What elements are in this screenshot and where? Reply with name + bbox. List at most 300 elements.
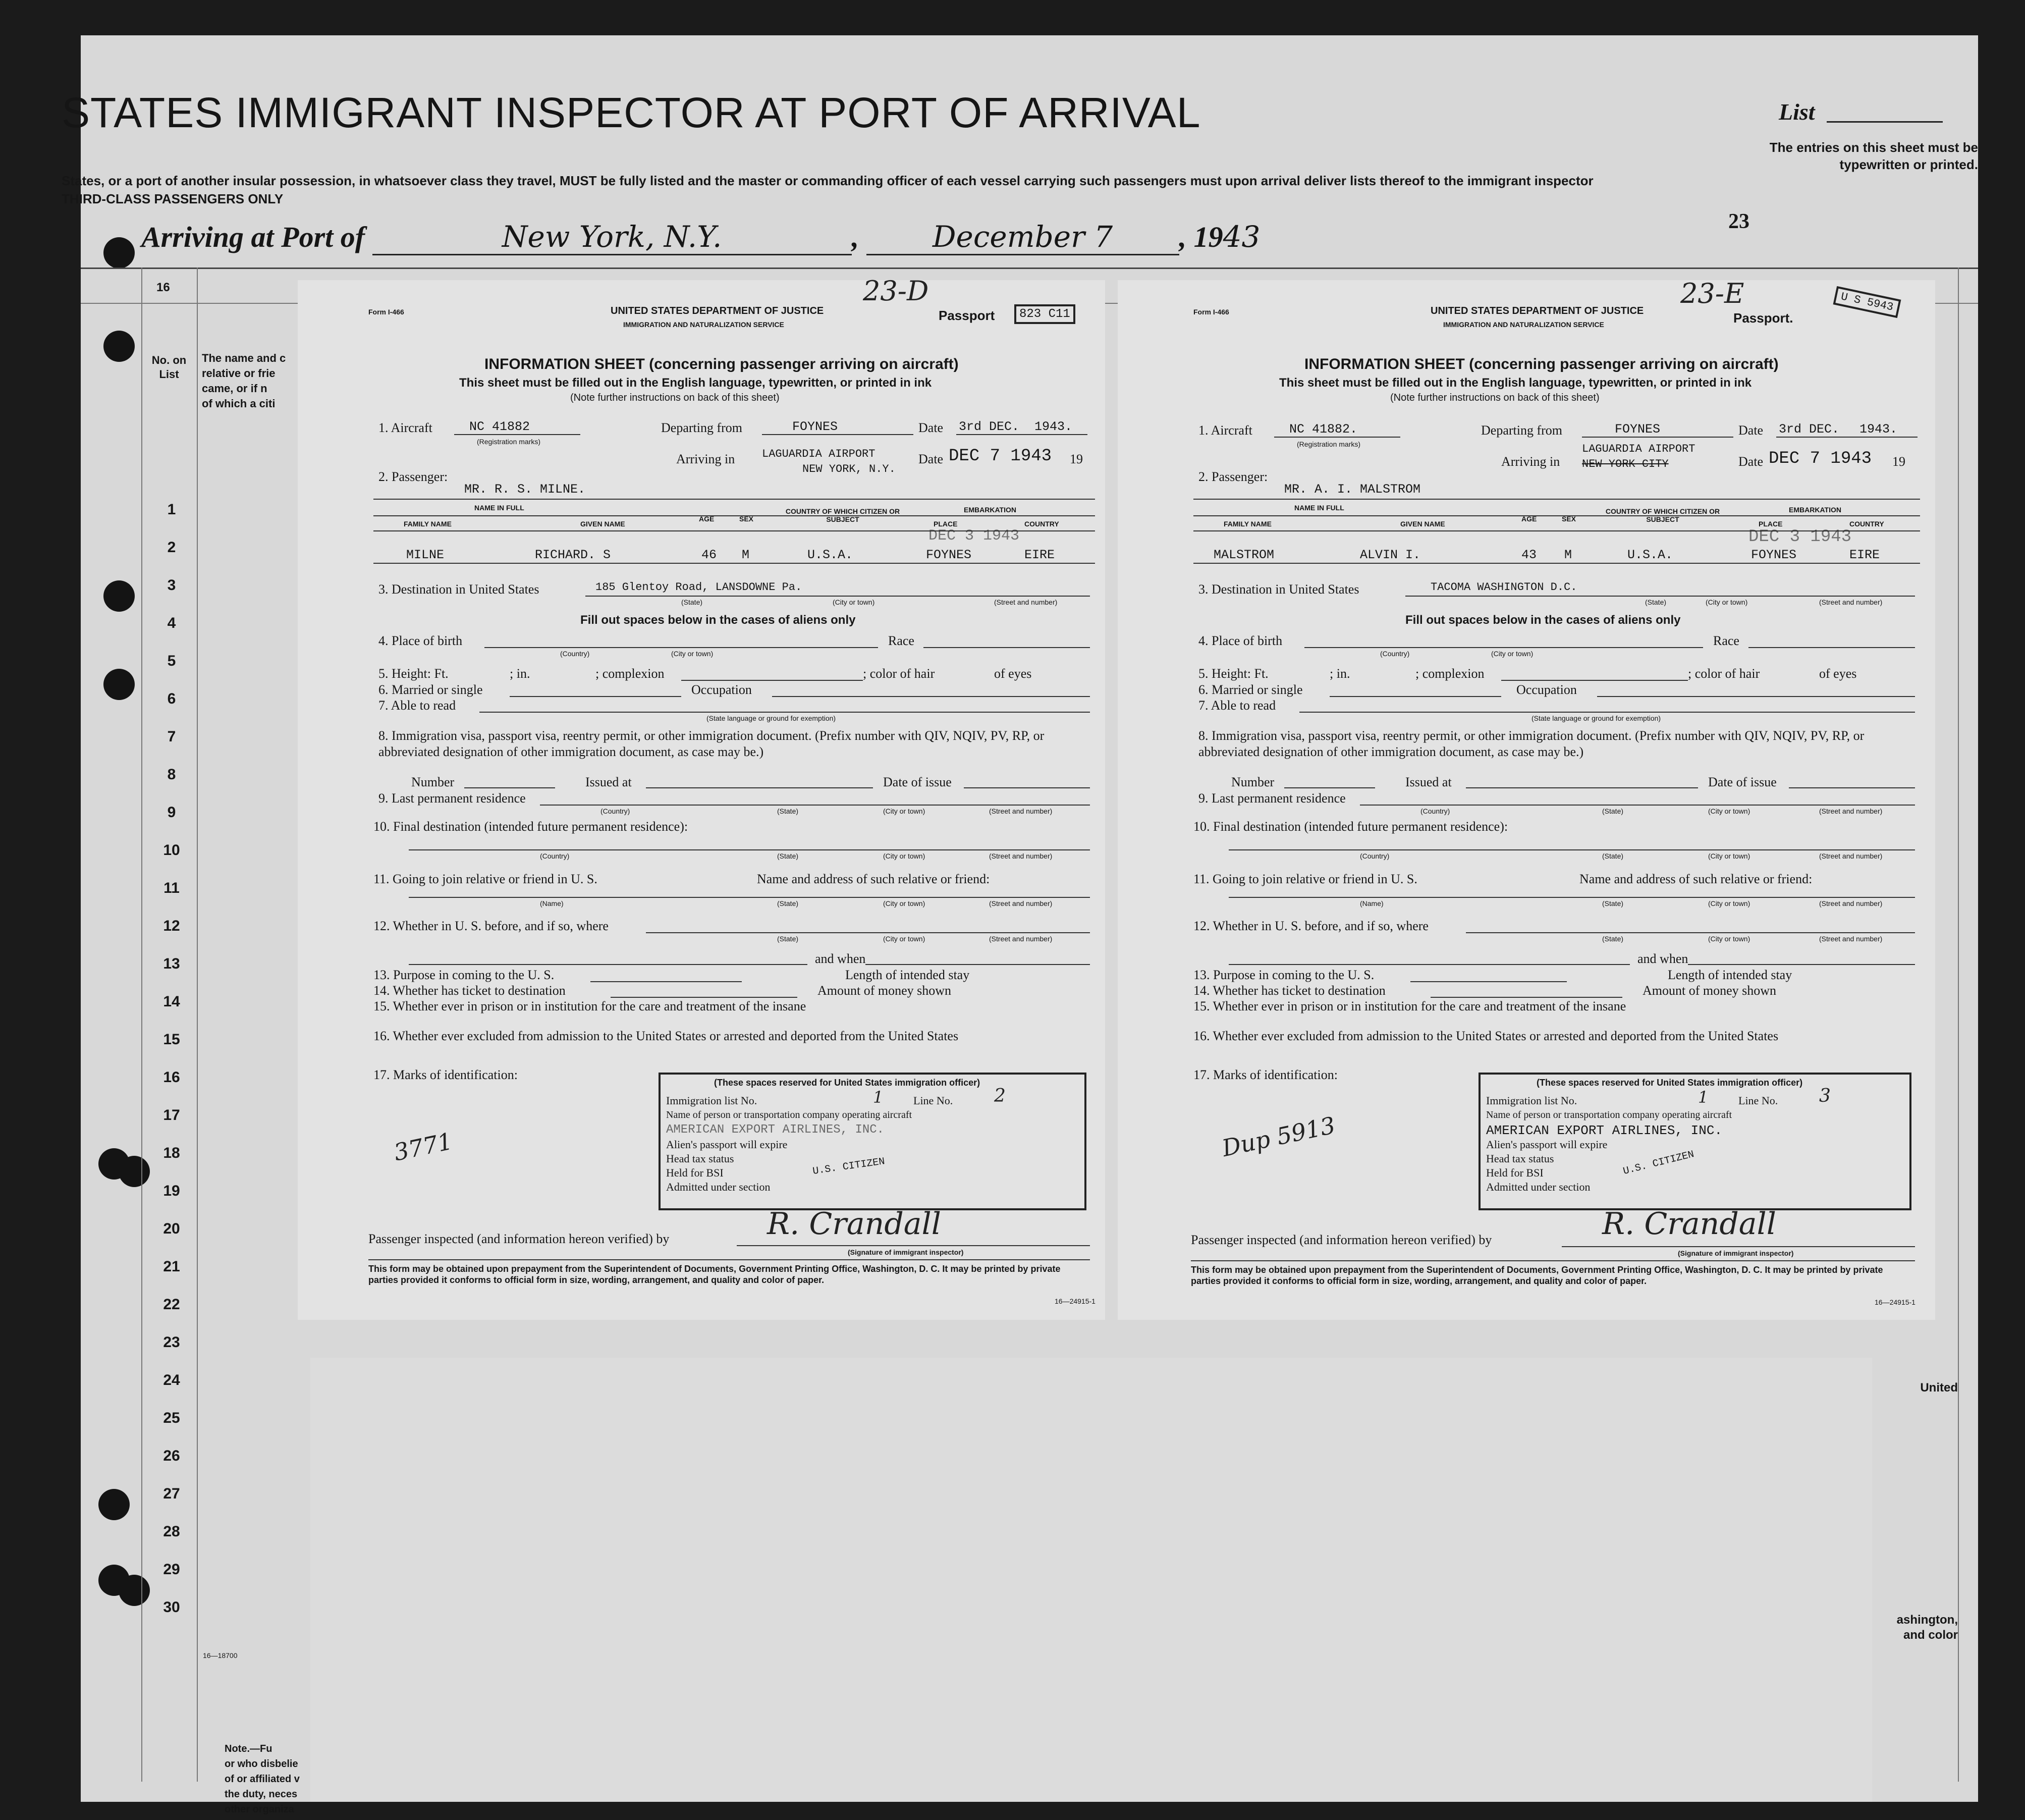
arriving-at-port: Arriving at Port of New York, N.Y. , December 7 , 1943 (141, 220, 1260, 255)
inspector-signature: R. Crandall (767, 1206, 941, 1242)
table-mid-rule (373, 515, 1095, 516)
age-header: AGE (1521, 515, 1537, 523)
q8-date: Date of issue (883, 775, 952, 789)
sheet-title: INFORMATION SHEET (concerning passenger arriving on aircraft) (484, 356, 959, 372)
q15-label: 15. Whether ever in prison or in institution for the care and treatment of the insane (373, 999, 806, 1013)
box-head-tax: Head tax status (666, 1152, 734, 1165)
q8-number-line (1284, 787, 1375, 788)
department: UNITED STATES DEPARTMENT OF JUSTICE (611, 305, 824, 316)
q9-caption-country: (Country) (600, 807, 630, 815)
list-line (1827, 121, 1943, 123)
box-passport-expire: Alien's passport will expire (666, 1138, 788, 1151)
punch-hole (103, 580, 135, 612)
aircraft-label: 1. Aircraft (378, 420, 432, 435)
footer-code: 16—24915-1 (1875, 1298, 1915, 1306)
q9-caption-state: (State) (777, 807, 799, 815)
caption-street: (Street and number) (994, 598, 1058, 606)
sex-value: M (742, 548, 750, 562)
embarkation-header: EMBARKATION (1789, 506, 1841, 514)
year-prefix: 19 (1193, 221, 1223, 253)
row-number: 17 (163, 1107, 180, 1123)
q11-label: 11. Going to join relative or friend in U. S. (1193, 872, 1417, 886)
departing-label: Departing from (1481, 423, 1563, 438)
q8-issued-line (646, 787, 873, 788)
row-number: 25 (163, 1410, 180, 1426)
destination-label: 3. Destination in United States (378, 582, 539, 597)
citizen-header: COUNTRY OF WHICH CITIZEN OR SUBJECT (1605, 507, 1720, 523)
family-name-value: MALSTROM (1214, 548, 1275, 562)
q11-caption-city: (City or town) (1708, 899, 1750, 907)
row-number: 21 (163, 1258, 180, 1275)
q7-label: 7. Able to read (1198, 698, 1276, 713)
row-number: 26 (163, 1448, 180, 1464)
family-name-header: FAMILY NAME (404, 520, 452, 528)
aliens-only-note: Fill out spaces below in the cases of aliens only (1405, 613, 1681, 627)
embark-place-header: PLACE (934, 520, 958, 528)
sheet-title: INFORMATION SHEET (concerning passenger arriving on aircraft) (1304, 356, 1779, 372)
q12-label: 12. Whether in U. S. before, and if so, where (373, 919, 609, 933)
q11-label: 11. Going to join relative or friend in U. S. (373, 872, 597, 886)
q14-label: 14. Whether has ticket to destination (373, 983, 566, 998)
q10-caption-street: (Street and number) (989, 852, 1053, 860)
q5-label: 5. Height: Ft. (1198, 666, 1269, 681)
sheet-subtitle: This sheet must be filled out in the English language, typewritten, or printed in ink (1279, 376, 1752, 390)
service: IMMIGRATION AND NATURALIZATION SERVICE (623, 320, 784, 329)
q10-caption-city: (City or town) (883, 852, 925, 860)
q8-issued: Issued at (585, 775, 632, 789)
aliens-only-note: Fill out spaces below in the cases of aliens only (580, 613, 856, 627)
row-number: 6 (167, 690, 176, 707)
passport-label: Passport (939, 308, 995, 323)
q14-money: Amount of money shown (1643, 983, 1777, 998)
family-name-header: FAMILY NAME (1224, 520, 1272, 528)
row-number: 14 (163, 993, 180, 1010)
q7-label: 7. Able to read (378, 698, 456, 713)
q4-caption-country: (Country) (560, 650, 590, 658)
q12-caption-state: (State) (1602, 935, 1624, 943)
row-number: 15 (163, 1031, 180, 1048)
aircraft-value: NC 41882. (1289, 422, 1358, 437)
arrival-date-label: Date (918, 452, 944, 466)
information-sheet-milne (298, 275, 1105, 1320)
ledger-col-rule (1958, 267, 1959, 1782)
q13-line (590, 981, 742, 982)
name-in-full-header: NAME IN FULL (474, 504, 524, 512)
q5-label: 5. Height: Ft. (378, 666, 449, 681)
form-number: Form I-466 (1193, 308, 1229, 316)
q12-caption-street: (Street and number) (989, 935, 1053, 943)
intro-line-2: THIRD-CLASS PASSENGERS ONLY (62, 191, 284, 206)
row-number: 11 (163, 880, 180, 896)
year-handwritten: 43 (1223, 220, 1261, 254)
embark-country-header: COUNTRY (1024, 520, 1059, 528)
q8-date-line (964, 787, 1090, 788)
row-number: 23 (163, 1334, 180, 1351)
embark-country-value: EIRE (1024, 548, 1055, 562)
box-list-value: 1 (873, 1088, 884, 1107)
q9-caption-street: (Street and number) (1819, 807, 1883, 815)
embark-country-value: EIRE (1849, 548, 1880, 562)
q5-eyes: of eyes (1819, 666, 1857, 681)
box-bsi-value: U.S. CITIZEN (1622, 1148, 1695, 1178)
intro-line-1: States, or a port of another insular possession, in whatsoever class they travel, MUST be fully listed and the master or commanding officer of each vessel carrying such passengers must upon arrival deliver lists thereof to the immigrant inspector (62, 173, 1594, 188)
footer-rule (1191, 1260, 1915, 1261)
punch-hole (119, 1156, 150, 1187)
q6-occupation: Occupation (1516, 682, 1577, 697)
row-number: 18 (163, 1145, 180, 1161)
q6-occupation-line (772, 696, 1090, 697)
q8-label: 8. Immigration visa, passport visa, reentry permit, or other immigration document. (Prefix number with QIV, NQIV, PV, RP, or abbreviated designation of other immigration document, as case may be.) (378, 728, 1045, 759)
q13-label: 13. Purpose in coming to the U. S. (1193, 968, 1375, 982)
registration-marks-caption: (Registration marks) (477, 438, 541, 446)
ledger-intro (62, 172, 1626, 208)
q11-line (409, 897, 1090, 898)
embark-country-header: COUNTRY (1849, 520, 1884, 528)
q10-label: 10. Final destination (intended future permanent residence): (1193, 819, 1508, 834)
q5-complexion-line (681, 680, 863, 681)
departure-date-line (1776, 437, 1918, 438)
departing-value: FOYNES (792, 419, 838, 434)
box-company-label: Name of person or transportation company operating aircraft (1486, 1109, 1732, 1120)
age-value: 46 (701, 548, 717, 562)
row-number: 1 (167, 501, 176, 518)
q10-caption-street: (Street and number) (1819, 852, 1883, 860)
entries-note: The entries on this sheet must be typewritten or printed. (1769, 140, 1978, 172)
q12-when-line-a (409, 964, 807, 965)
box-list-no: Immigration list No. (1486, 1094, 1577, 1107)
row-number: 16 (163, 1069, 180, 1086)
q4-caption-city: (City or town) (1491, 650, 1534, 658)
overlay-blank-page (310, 1358, 1872, 1802)
punch-hole (98, 1489, 130, 1520)
q11-caption-name: (Name) (540, 899, 564, 907)
sheet-note: (Note further instructions on back of this sheet) (570, 392, 780, 403)
row-number: 22 (163, 1296, 180, 1313)
registration-marks-caption: (Registration marks) (1297, 440, 1361, 448)
caption-city: (City or town) (1706, 598, 1748, 606)
q6-occupation: Occupation (691, 682, 752, 697)
sheet-subtitle: This sheet must be filled out in the English language, typewritten, or printed in ink (459, 376, 932, 390)
citizen-value: U.S.A. (1627, 548, 1673, 562)
given-name-value: ALVIN I. (1360, 548, 1421, 562)
q12-line (646, 932, 1090, 933)
q11-caption-city: (City or town) (883, 899, 925, 907)
inspected-by: Passenger inspected (and information hereon verified) by (1191, 1233, 1492, 1247)
q10-caption-state: (State) (1602, 852, 1624, 860)
box-bsi: Held for BSI (666, 1166, 724, 1179)
row-number: 9 (167, 804, 176, 821)
arriving-value: LAGUARDIA AIRPORT (1582, 443, 1695, 455)
caption-state: (State) (681, 598, 703, 606)
arriving-label: Arriving in (676, 452, 735, 466)
ledger-form-number: 16—18700 (203, 1651, 238, 1660)
q9-caption-state: (State) (1602, 807, 1624, 815)
embark-place-value: FOYNES (1751, 548, 1797, 562)
q9-line (540, 805, 1090, 806)
arriving-label: Arriving at Port of (141, 221, 365, 253)
row-number: 5 (167, 653, 176, 669)
row-number: 30 (163, 1599, 180, 1616)
q10-caption-state: (State) (777, 852, 799, 860)
q6-line (510, 696, 681, 697)
q10-label: 10. Final destination (intended future permanent residence): (373, 819, 688, 834)
q9-caption-street: (Street and number) (989, 807, 1053, 815)
officer-box-title: (These spaces reserved for United States immigration officer) (1537, 1078, 1803, 1088)
row-number: 3 (167, 577, 176, 594)
no-on-list-header: No. on List (151, 354, 187, 381)
q9-label: 9. Last permanent residence (378, 791, 526, 806)
sheet-reference: 23-D (863, 275, 929, 307)
q4-race: Race (888, 633, 914, 648)
q11-caption-state: (State) (1602, 899, 1624, 907)
box-company-value: AMERICAN EXPORT AIRLINES, INC. (666, 1123, 885, 1137)
box-passport-expire: Alien's passport will expire (1486, 1138, 1608, 1151)
table-bottom-rule (1193, 563, 1920, 564)
passenger-label: 2. Passenger: (1198, 469, 1268, 484)
table-top-rule (373, 499, 1095, 500)
q12-when-line-b (865, 964, 1090, 965)
name-column-header: The name and c relative or frie came, or if n of which a citi (202, 352, 286, 410)
embark-date-stamp: DEC 3 1943 (1748, 527, 1852, 547)
destination-line (1405, 596, 1915, 597)
q9-line (1360, 805, 1915, 806)
row-number: 28 (163, 1523, 180, 1540)
given-name-header: GIVEN NAME (1400, 520, 1445, 528)
aircraft-line (1274, 437, 1400, 438)
passenger-label: 2. Passenger: (378, 469, 448, 484)
q4-label: 4. Place of birth (378, 633, 463, 648)
signature-caption: (Signature of immigrant inspector) (1678, 1249, 1794, 1257)
departure-date-value: 3rd DEC. (1779, 422, 1840, 437)
embark-place-header: PLACE (1759, 520, 1783, 528)
departing-line (1582, 437, 1733, 438)
q11-line (1229, 897, 1915, 898)
age-value: 43 (1521, 548, 1537, 562)
q12-caption-city: (City or town) (883, 935, 925, 943)
q4-caption-city: (City or town) (671, 650, 714, 658)
q7-line (479, 712, 1090, 713)
aircraft-value: NC 41882 (469, 419, 530, 434)
arrival-date-stamp: DEC 7 1943 (949, 447, 1052, 466)
name-in-full-header: NAME IN FULL (1294, 504, 1344, 512)
row-number: 4 (167, 615, 176, 631)
list-label: List (1779, 99, 1815, 125)
departure-year-value: 1943. (1034, 419, 1073, 434)
department: UNITED STATES DEPARTMENT OF JUSTICE (1431, 305, 1644, 316)
q4-caption-country: (Country) (1380, 650, 1410, 658)
q5-in: ; in. (510, 666, 530, 681)
q11-caption-street: (Street and number) (1819, 899, 1883, 907)
departure-date-value: 3rd DEC. (959, 419, 1020, 434)
q4-label: 4. Place of birth (1198, 633, 1283, 648)
departing-label: Departing from (661, 420, 743, 435)
box-list-no: Immigration list No. (666, 1094, 757, 1107)
arriving-city-value: NEW YORK, N.Y. (802, 463, 896, 475)
departure-date-label: Date (918, 420, 944, 435)
q17-label: 17. Marks of identification: (1193, 1067, 1338, 1082)
q12-when-line-b (1688, 964, 1915, 965)
q5-hair: ; color of hair (1688, 666, 1760, 681)
arrival-date-stamp: DEC 7 1943 (1769, 449, 1872, 468)
hand-mark: 3771 (391, 1127, 455, 1166)
q11-caption-name: (Name) (1360, 899, 1384, 907)
departing-line (762, 434, 913, 435)
q8-issued-line (1466, 787, 1698, 788)
passenger-value: MR. A. I. MALSTROM (1284, 482, 1421, 497)
officer-box-title: (These spaces reserved for United States immigration officer) (714, 1078, 980, 1088)
q13-label: 13. Purpose in coming to the U. S. (373, 968, 555, 982)
q4-line (1304, 647, 1703, 648)
row-number: 8 (167, 766, 176, 783)
q12-line (1466, 932, 1915, 933)
departing-value: FOYNES (1615, 422, 1661, 437)
arriving-city-value: NEW YORK CITY (1582, 458, 1669, 470)
arriving-label: Arriving in (1501, 454, 1560, 469)
q11-caption-street: (Street and number) (989, 899, 1053, 907)
q14-line (1431, 997, 1622, 998)
q14-label: 14. Whether has ticket to destination (1193, 983, 1386, 998)
embark-date-stamp: DEC 3 1943 (928, 527, 1020, 545)
q14-line (611, 997, 797, 998)
punch-hole (103, 331, 135, 362)
q12-when-line-a (1229, 964, 1630, 965)
q10-caption-city: (City or town) (1708, 852, 1750, 860)
destination-line (585, 596, 1090, 597)
footer-rule (368, 1259, 1090, 1260)
sex-header: SEX (739, 515, 754, 523)
q9-caption-city: (City or town) (883, 807, 925, 815)
ledger-rule (81, 267, 1978, 269)
q8-label: 8. Immigration visa, passport visa, reentry permit, or other immigration document. (Prefix number with QIV, NQIV, PV, RP, or abbreviated designation of other immigration document, as case may be.) (1198, 728, 1865, 759)
q6-label: 6. Married or single (378, 682, 483, 697)
caption-street: (Street and number) (1819, 598, 1883, 606)
q10-caption-country: (Country) (540, 852, 570, 860)
q17-label: 17. Marks of identification: (373, 1067, 518, 1082)
q13-line (1410, 981, 1567, 982)
q12-caption-city: (City or town) (1708, 935, 1750, 943)
box-bsi-value: U.S. CITIZEN (812, 1156, 886, 1177)
arriving-value: LAGUARDIA AIRPORT (762, 448, 875, 460)
table-top-rule (1193, 499, 1920, 500)
age-header: AGE (699, 515, 715, 523)
q10-line (409, 849, 1090, 850)
q12-when: and when (1637, 951, 1688, 966)
q8-date: Date of issue (1708, 775, 1777, 789)
right-fragment-bottom: ashington, and color (1896, 1613, 1958, 1642)
q12-caption-street: (Street and number) (1819, 935, 1883, 943)
q4-line (484, 647, 878, 648)
passenger-value: MR. R. S. MILNE. (464, 482, 586, 497)
q6-occupation-line (1597, 696, 1915, 697)
q12-when: and when (815, 951, 866, 966)
q13-stay: Length of intended stay (1668, 968, 1792, 982)
row-number: 19 (163, 1183, 180, 1199)
q5-complexion-line (1501, 680, 1688, 681)
destination-label: 3. Destination in United States (1198, 582, 1359, 597)
information-sheet-malstrom (1118, 280, 1935, 1320)
signature-line (1562, 1246, 1915, 1247)
q10-caption-country: (Country) (1360, 852, 1390, 860)
q9-caption-city: (City or town) (1708, 807, 1750, 815)
q6-label: 6. Married or single (1198, 682, 1303, 697)
aircraft-line (454, 434, 580, 435)
q7-caption: (State language or ground for exemption) (706, 714, 836, 722)
footer-code: 16—24915-1 (1055, 1297, 1096, 1305)
family-name-value: MILNE (406, 548, 445, 562)
box-line-value: 2 (994, 1086, 1006, 1106)
passport-label: Passport. (1733, 310, 1793, 326)
row-number: 20 (163, 1220, 180, 1237)
destination-value: TACOMA WASHINGTON D.C. (1431, 581, 1577, 594)
q7-line (1299, 712, 1915, 713)
service: IMMIGRATION AND NATURALIZATION SERVICE (1443, 320, 1604, 329)
q10-line (1229, 849, 1915, 850)
punch-hole (103, 669, 135, 700)
q15-label: 15. Whether ever in prison or in institution for the care and treatment of the insane (1193, 999, 1626, 1013)
q8-issued: Issued at (1405, 775, 1452, 789)
passport-stamp: 823 C11 (1014, 304, 1075, 324)
q4-race-line (1748, 647, 1915, 648)
port-handwritten: New York, N.Y. (372, 220, 852, 255)
q8-number: Number (1231, 775, 1275, 789)
citizen-value: U.S.A. (807, 548, 853, 562)
punch-hole (103, 237, 135, 269)
table-mid-rule (1193, 515, 1920, 516)
caption-state: (State) (1645, 598, 1667, 606)
departure-date-label: Date (1738, 423, 1764, 438)
arrival-date-label: Date (1738, 454, 1764, 469)
row-number: 24 (163, 1372, 180, 1388)
signature-caption: (Signature of immigrant inspector) (848, 1248, 964, 1256)
box-list-value: 1 (1698, 1088, 1709, 1107)
inspector-signature: R. Crandall (1602, 1206, 1776, 1242)
ledger-note-fragment: Note.—Fu or who disbelie of or affiliated v the duty, neces other organiza (225, 1743, 300, 1815)
row-number: 7 (167, 728, 176, 745)
embarkation-header: EMBARKATION (964, 506, 1016, 514)
caption-city: (City or town) (833, 598, 875, 606)
q5-hair: ; color of hair (863, 666, 935, 681)
box-company-value: AMERICAN EXPORT AIRLINES, INC. (1486, 1123, 1723, 1138)
q9-label: 9. Last permanent residence (1198, 791, 1346, 806)
q11-relative: Name and address of such relative or friend: (757, 872, 990, 886)
citizen-header: COUNTRY OF WHICH CITIZEN OR SUBJECT (785, 507, 900, 523)
right-fragment-united: United (1920, 1381, 1958, 1395)
row-number: 10 (163, 842, 180, 859)
box-line-value: 3 (1819, 1086, 1831, 1106)
box-line-no: Line No. (1738, 1094, 1778, 1107)
q5-in: ; in. (1330, 666, 1350, 681)
q5-eyes: of eyes (994, 666, 1032, 681)
q14-money: Amount of money shown (817, 983, 952, 998)
ledger-col-rule (141, 267, 142, 1782)
form-number: Form I-466 (368, 308, 404, 316)
list-number: 23 (1728, 210, 1749, 233)
inspected-by: Passenger inspected (and information hereon verified) by (368, 1232, 670, 1246)
table-bottom-rule (373, 563, 1095, 564)
box-admitted: Admitted under section (1486, 1181, 1591, 1193)
q5-complexion: ; complexion (595, 666, 665, 681)
box-admitted: Admitted under section (666, 1181, 771, 1193)
punch-hole (119, 1575, 150, 1606)
q8-date-line (1789, 787, 1915, 788)
row-number: 27 (163, 1485, 180, 1502)
box-head-tax: Head tax status (1486, 1152, 1554, 1165)
ledger-col-rule (197, 267, 198, 1782)
box-bsi: Held for BSI (1486, 1166, 1544, 1179)
q6-line (1330, 696, 1501, 697)
q9-caption-country: (Country) (1420, 807, 1450, 815)
sheet-note: (Note further instructions on back of this sheet) (1390, 392, 1600, 403)
